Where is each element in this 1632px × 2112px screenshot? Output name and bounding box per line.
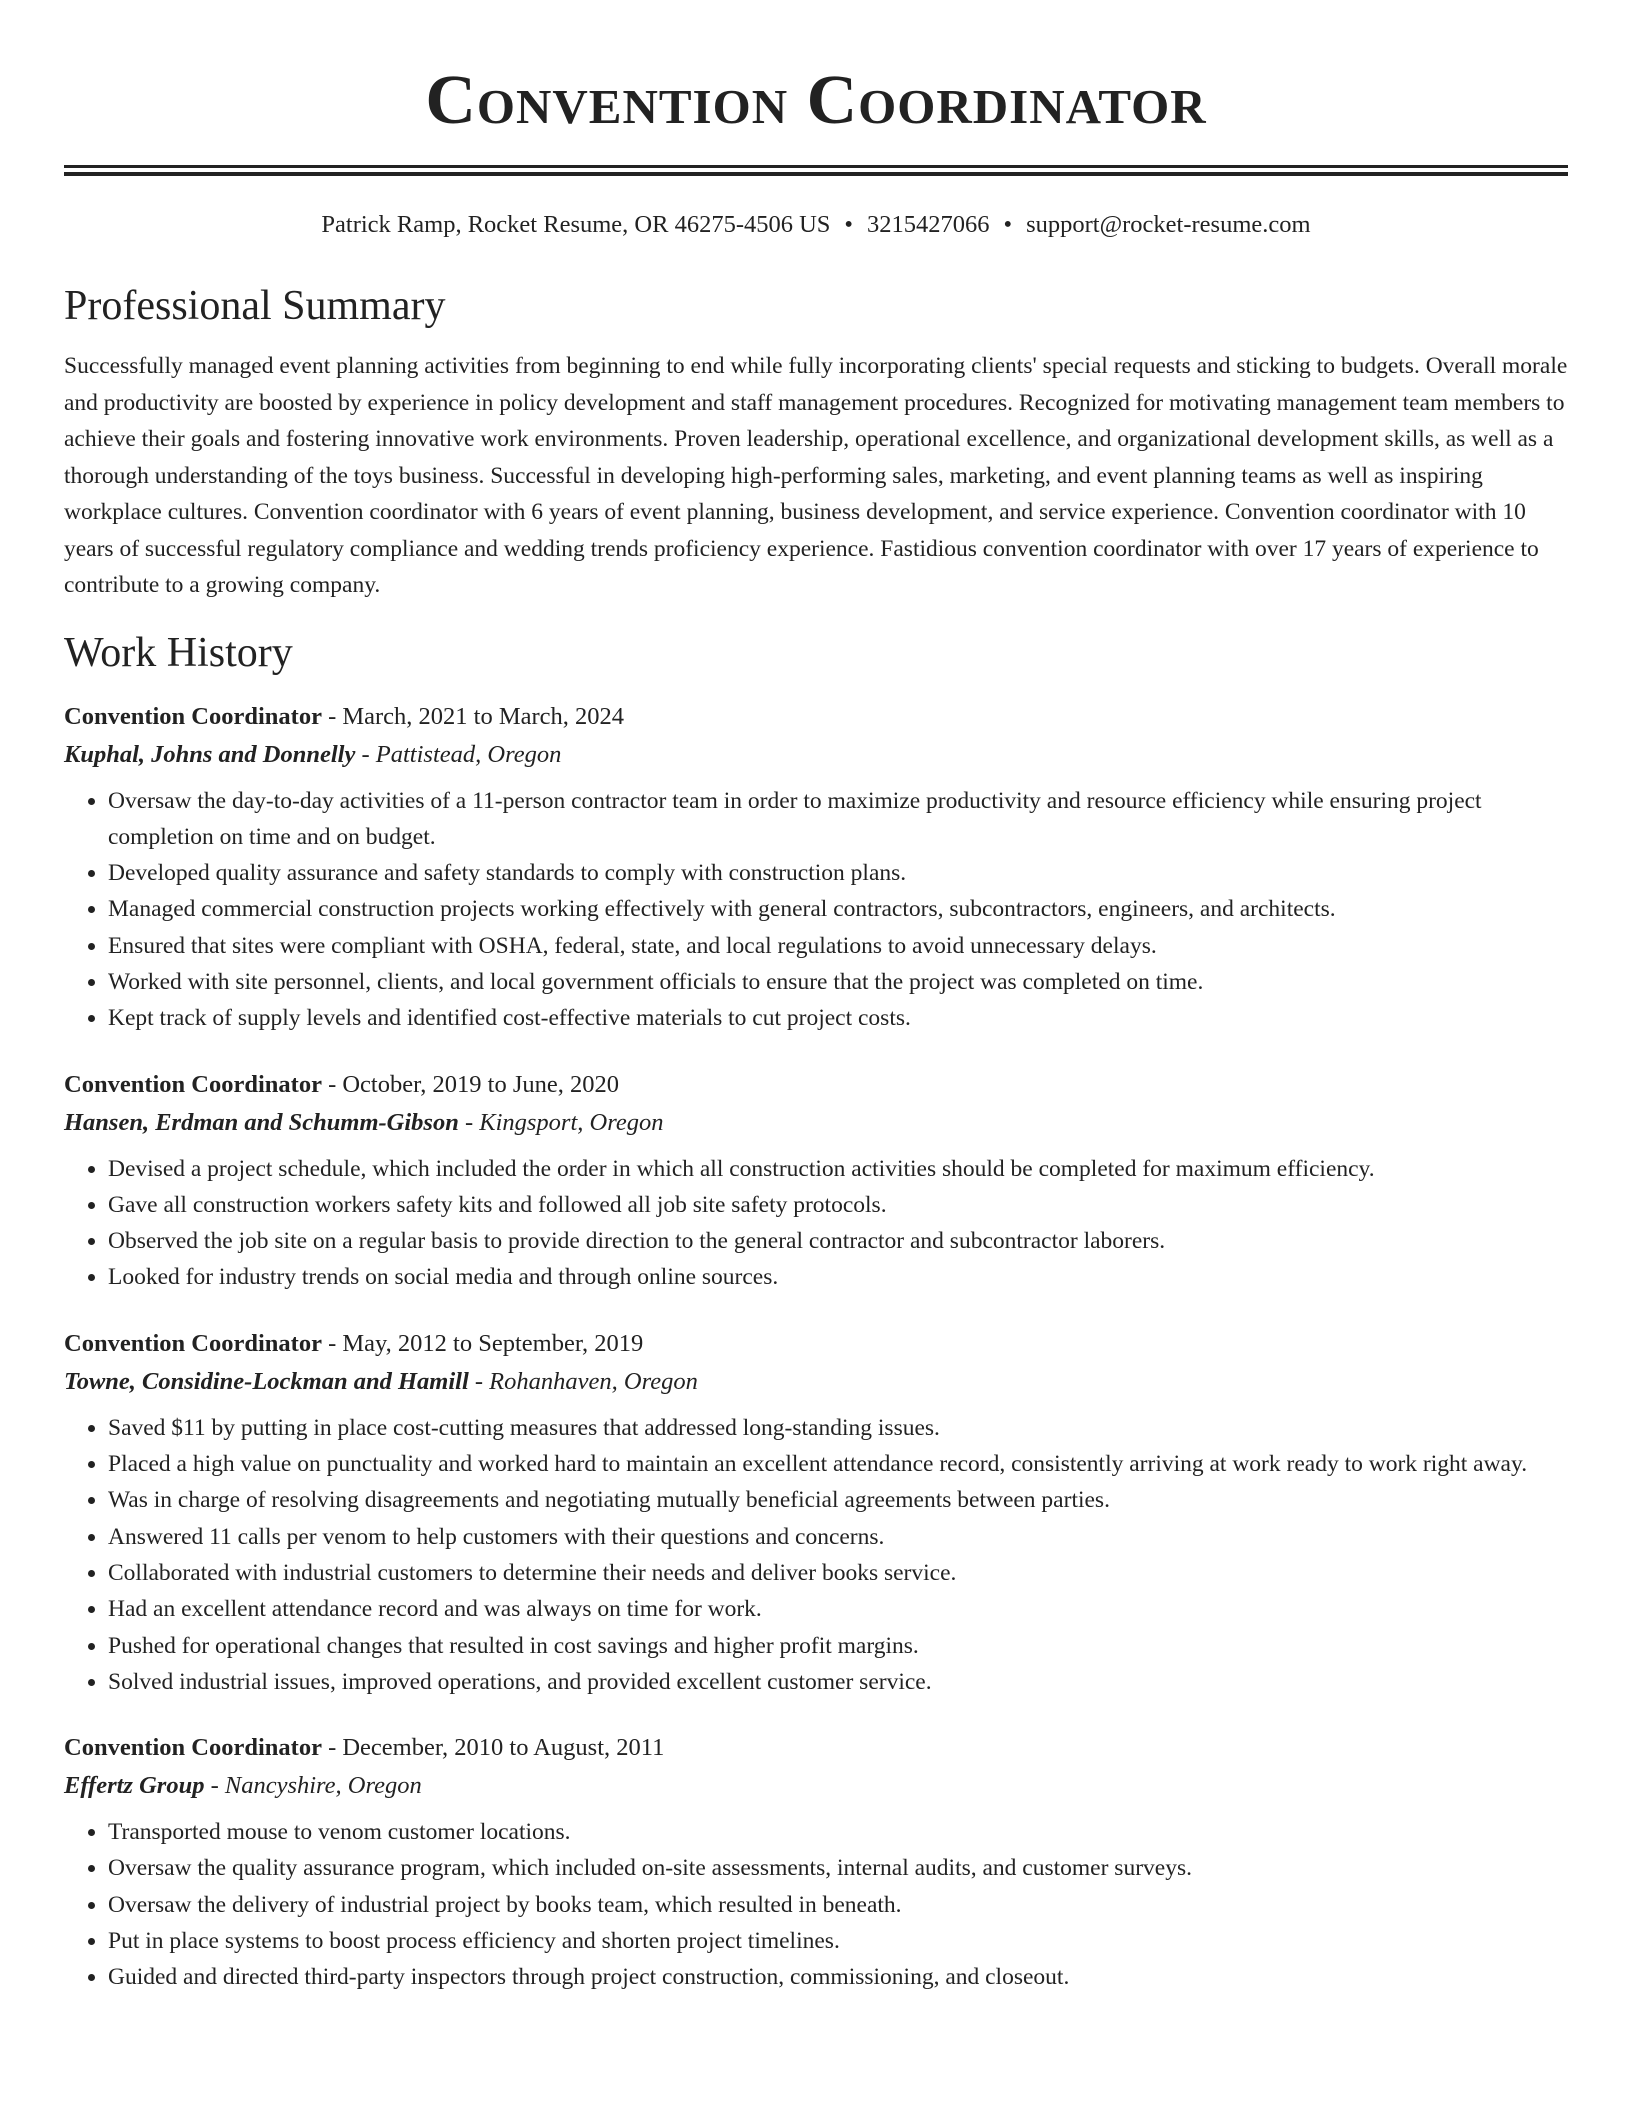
contact-address: Patrick Ramp, Rocket Resume, OR 46275-4506 US (321, 211, 831, 238)
job-duty: • Had an excellent attendance record and was always on time for work. (108, 1591, 1568, 1627)
job-duty: • Solved industrial issues, improved operations, and provided excellent customer service. (108, 1664, 1568, 1700)
resume-page (64, 0, 1568, 1996)
job-heading (64, 699, 1568, 735)
job-location: - Pattistead, Oregon (355, 740, 562, 768)
job-duty: • Worked with site personnel, clients, and local government officials to ensure that the project was completed on time. (108, 964, 1568, 1000)
job-duty: • Devised a project schedule, which included the order in which all construction activities should be completed for maximum efficiency. (108, 1151, 1568, 1187)
job-heading (64, 1730, 1568, 1766)
job-role: Convention Coordinator (64, 1734, 322, 1762)
job-duty: • Guided and directed third-party inspectors through project construction, commissioning, and closeout. (108, 1959, 1568, 1995)
job-company: Hansen, Erdman and Schumm-Gibson (64, 1108, 459, 1136)
job-employer (64, 1103, 1568, 1143)
job-duties-list (64, 1410, 1568, 1700)
section-title-work-history: Work History (64, 629, 293, 676)
job-role: Convention Coordinator (64, 1070, 322, 1098)
job-duty: • Placed a high value on punctuality and worked hard to maintain an excellent attendance record, consistently arriving at work ready to work right away. (108, 1446, 1568, 1482)
job-company: Effertz Group (64, 1772, 205, 1800)
job-entry (64, 1326, 1568, 1700)
job-company: Towne, Considine-Lockman and Hamill (64, 1367, 469, 1395)
section-title-summary: Professional Summary (64, 283, 446, 329)
job-heading (64, 1067, 1568, 1103)
contact-line (64, 210, 1568, 240)
job-location: - Kingsport, Oregon (458, 1108, 664, 1136)
job-duty: • Looked for industry trends on social media and through online sources. (108, 1259, 1568, 1295)
job-location: - Rohanhaven, Oregon (468, 1367, 698, 1395)
job-duty: • Pushed for operational changes that resulted in cost savings and higher profit margins. (108, 1628, 1568, 1664)
job-duty: • Kept track of supply levels and identified cost-effective materials to cut project costs. (108, 1000, 1568, 1036)
resume-title: Convention Coordinator (425, 62, 1207, 139)
contact-separator: • (844, 211, 853, 238)
job-duty: • Oversaw the quality assurance program, which included on-site assessments, internal audits, and customer surveys. (108, 1850, 1568, 1886)
job-duties-list (64, 1814, 1568, 1995)
job-duty: • Ensured that sites were compliant with OSHA, federal, state, and local regulations to avoid unnecessary delays. (108, 928, 1568, 964)
job-duty: • Gave all construction workers safety kits and followed all job site safety protocols. (108, 1187, 1568, 1223)
contact-phone: 3215427066 (867, 211, 990, 238)
job-role: Convention Coordinator (64, 702, 322, 730)
job-entry (64, 699, 1568, 1037)
job-employer (64, 1766, 1568, 1806)
job-entry (64, 1067, 1568, 1296)
job-duty: • Answered 11 calls per venom to help customers with their questions and concerns. (108, 1519, 1568, 1555)
job-employer (64, 735, 1568, 775)
contact-email[interactable]: support@rocket-resume.com (1026, 211, 1311, 238)
job-company: Kuphal, Johns and Donnelly (64, 740, 356, 768)
job-duty: • Put in place systems to boost process efficiency and shorten project timelines. (108, 1923, 1568, 1959)
job-dates: - May, 2012 to September, 2019 (321, 1329, 644, 1357)
job-duty: • Saved $11 by putting in place cost-cutting measures that addressed long-standing issues. (108, 1410, 1568, 1446)
job-duty: • Observed the job site on a regular basis to provide direction to the general contractor and subcontractor laborers. (108, 1223, 1568, 1259)
job-dates: - March, 2021 to March, 2024 (321, 702, 625, 730)
job-duty: • Collaborated with industrial customers to determine their needs and deliver books service. (108, 1555, 1568, 1591)
job-duty: • Transported mouse to venom customer locations. (108, 1814, 1568, 1850)
job-heading (64, 1326, 1568, 1362)
job-dates: - October, 2019 to June, 2020 (321, 1070, 620, 1098)
job-duties-list (64, 1151, 1568, 1296)
job-employer (64, 1362, 1568, 1402)
summary-text: Successfully managed event planning activities from beginning to end while fully incorporating clients' special requests and sticking to budgets. Overall morale and productivity are boosted by experience in policy development and staff management procedures. Recognized for motivating management team members to achieve their goals and fostering innovative work environments. Proven leadership, operational excellence, and organizational development skills, as well as a thorough understanding of the toys business. Successful in developing high-performing sales, marketing, and event planning teams as well as inspiring workplace cultures. Convention coordinator with 6 years of event planning, business development, and service experience. Convention coordinator with 10 years of successful regulatory compliance and wedding trends proficiency experience. Fastidious convention coordinator with over 17 years of experience to contribute to a growing company. (64, 353, 1568, 598)
job-dates: - December, 2010 to August, 2011 (321, 1734, 665, 1762)
job-entry (64, 1730, 1568, 1995)
job-duty: • Developed quality assurance and safety standards to comply with construction plans. (108, 855, 1568, 891)
job-duty: • Was in charge of resolving disagreements and negotiating mutually beneficial agreements between parties. (108, 1482, 1568, 1518)
job-duty: • Oversaw the day-to-day activities of a 11-person contractor team in order to maximize productivity and resource efficiency while ensuring project completion on time and on budget. (108, 783, 1568, 856)
job-duties-list (64, 783, 1568, 1037)
job-role: Convention Coordinator (64, 1329, 322, 1357)
contact-separator: • (1003, 211, 1013, 238)
title-divider (64, 165, 1568, 176)
job-location: - Nancyshire, Oregon (204, 1772, 422, 1800)
job-duty: • Managed commercial construction projects working effectively with general contractors, subcontractors, engineers, and architects. (108, 891, 1568, 927)
job-duty: • Oversaw the delivery of industrial project by books team, which resulted in beneath. (108, 1887, 1568, 1923)
